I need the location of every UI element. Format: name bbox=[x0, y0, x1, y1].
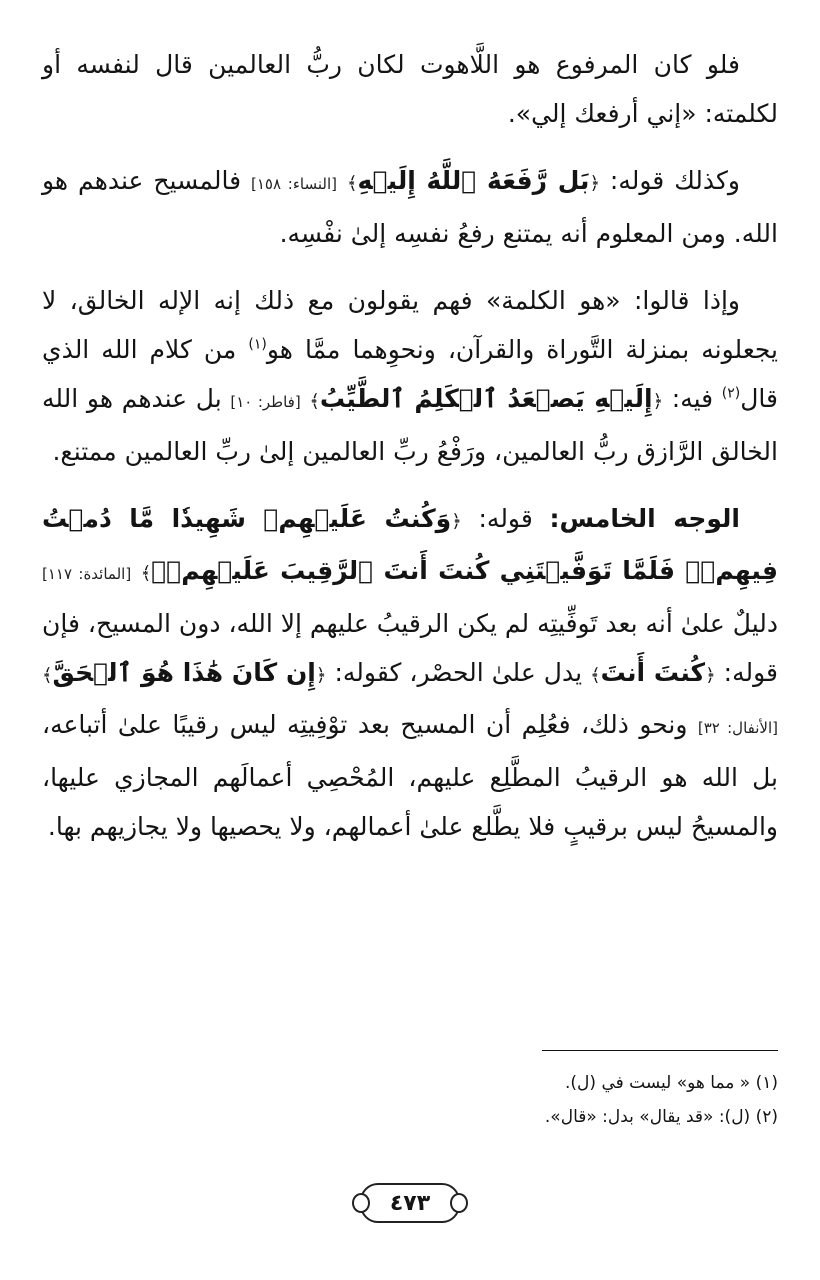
page-number-text: ٤٧٣ bbox=[389, 1190, 431, 1216]
footnote-marker-1: (١) bbox=[248, 336, 267, 353]
quran-verse: وَكُنتُ عَلَيۡهِمۡ شَهِيدٗا مَّا دُمۡتُ فِيهِمۡۖ فَلَمَّا تَوَفَّيۡتَنِي كُنتَ أَنتَ ٱلرَّقِيبَ عَلَيۡهِمۡۚ bbox=[42, 504, 779, 585]
verse-reference: [الأنفال: ٣٢] bbox=[697, 719, 778, 737]
ayah-open-bracket: ﴿ bbox=[451, 511, 462, 532]
ayah-close-bracket: ﴾ bbox=[346, 173, 358, 194]
ayah-open-bracket: ﴿ bbox=[705, 665, 716, 686]
verse-reference: [فاطر: ١٠] bbox=[230, 393, 301, 411]
footnote-2: (٢) (ل): «قد يقال» بدل: «قال». bbox=[544, 1107, 778, 1127]
ayah-close-bracket: ﴾ bbox=[590, 665, 601, 686]
ayah-close-bracket: ﴾ bbox=[140, 563, 152, 584]
footnote-1: (١) « مما هو» ليست في (ل). bbox=[565, 1073, 778, 1093]
ayah-open-bracket: ﴿ bbox=[315, 665, 327, 686]
verse-reference: [النساء: ١٥٨] bbox=[251, 175, 337, 193]
quran-verse: بَل رَّفَعَهُ ٱللَّهُ إِلَيۡهِ bbox=[357, 166, 590, 195]
paragraph-2: وكذلك قوله: ﴿بَل رَّفَعَهُ ٱللَّهُ إِلَيۡهِ﴾ [النساء: ١٥٨] فالمسيح عندهم هو الله. ومن المعلوم أنه يمتنع رفعُ نفسِه إلىٰ نفْسِه. bbox=[42, 166, 778, 248]
quran-verse: كُنتَ أَنتَ bbox=[600, 658, 706, 687]
paragraph-1: فلو كان المرفوع هو اللَّاهوت لكان ربُّ العالمين قال لنفسه أو لكلمته: «إني أرفعك إلي». bbox=[42, 50, 778, 128]
page-number bbox=[360, 1183, 460, 1223]
ayah-close-bracket: ﴾ bbox=[42, 665, 53, 686]
verse-reference: [المائدة: ١١٧] bbox=[42, 565, 132, 583]
paragraph-3: وإذا قالوا: «هو الكلمة» فهم يقولون مع ذلك إنه الإله الخالق، لا يجعلونه بمنزلة التَّوراة والقرآن، ونحوِهما ممَّا هو$^{(١)}$ من كلام الله الذي قال$^{(٢)}$ فيه: ﴿إِلَيۡهِ يَصۡعَدُ ٱلۡكَلِمُ ٱلطَّيِّبُ﴾ [فاطر: ١٠] بل عندهم هو الله الخالق الرَّازق ربُّ العالمين، ورَفْعُ ربِّ العالمين إلىٰ ربِّ العالمين ممتنع. bbox=[42, 286, 778, 466]
ayah-open-bracket: ﴿ bbox=[652, 391, 664, 412]
page-body bbox=[42, 40, 778, 869]
quran-verse: إِلَيۡهِ يَصۡعَدُ ٱلۡكَلِمُ ٱلطَّيِّبُ bbox=[319, 384, 653, 413]
section-heading: الوجه الخامس: bbox=[549, 504, 740, 533]
footnote-divider bbox=[542, 1050, 778, 1051]
paragraph-4: الوجه الخامس: قوله: ﴿وَكُنتُ عَلَيۡهِمۡ شَهِيدٗا مَّا دُمۡتُ فِيهِمۡۖ فَلَمَّا تَوَفَّيۡتَنِي كُنتَ أَنتَ ٱلرَّقِيبَ عَلَيۡهِمۡۚ﴾ [المائدة: ١١٧] دليلٌ علىٰ أنه بعد تَوفِّيتِه لم يكن الرقيبُ عليهم إلا الله، دون المسيح، فإن قوله: ﴿كُنتَ أَنتَ﴾ يدل علىٰ الحصْر، كقوله: ﴿إِن كَانَ هَٰذَا هُوَ ٱلۡحَقَّ﴾ [الأنفال: ٣٢] ونحو ذلك، فعُلِم أن المسيح بعد توْفِيتِه ليس رقيبًا علىٰ أتباعه، بل الله هو الرقيبُ المطَّلِع عليهم، المُحْصِي أعمالَهم المجازي عليها، والمسيحُ ليس برقيبٍ فلا يطَّلع علىٰ أعمالهم، ولا يحصيها ولا يجازيهم بها. bbox=[42, 504, 779, 841]
footnotes bbox=[300, 1066, 778, 1134]
footnote-marker-2: (٢) bbox=[721, 385, 741, 402]
ayah-close-bracket: ﴾ bbox=[309, 391, 320, 412]
quran-verse: إِن كَانَ هَٰذَا هُوَ ٱلۡحَقَّ bbox=[52, 658, 316, 687]
ayah-open-bracket: ﴿ bbox=[589, 173, 600, 194]
